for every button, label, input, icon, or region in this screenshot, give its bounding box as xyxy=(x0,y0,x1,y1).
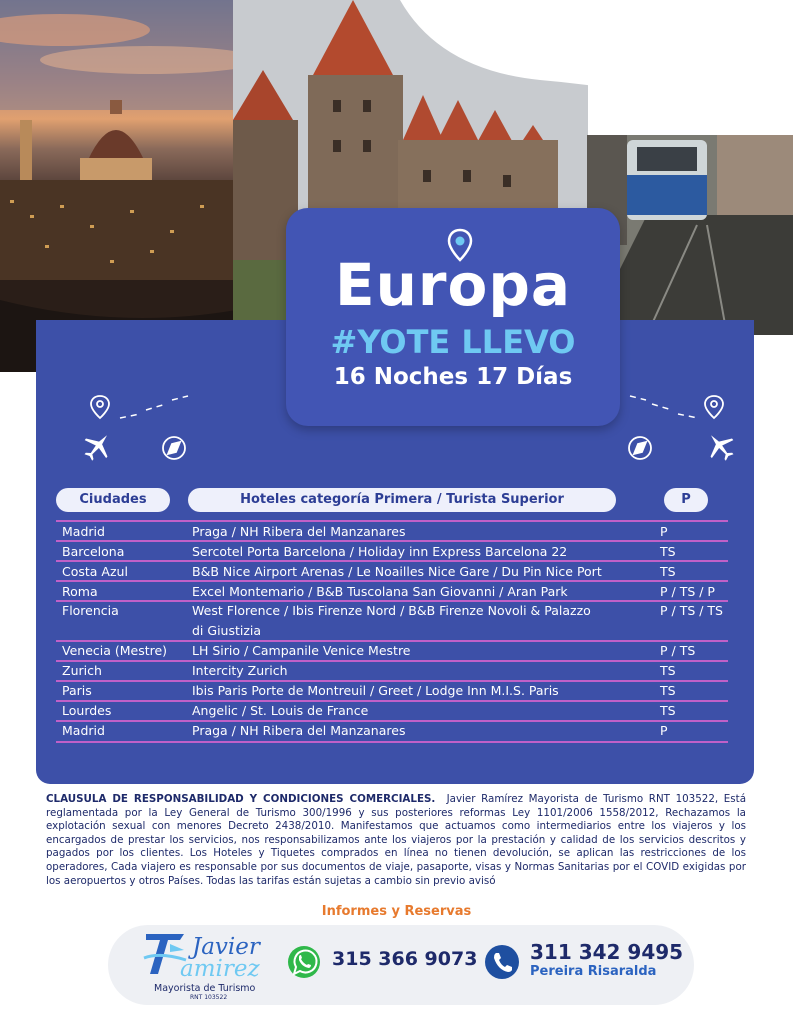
hero-title: Europa xyxy=(334,251,572,319)
airplane-icon xyxy=(700,426,740,464)
category-cell: TS xyxy=(660,544,676,559)
compass-icon xyxy=(629,437,651,459)
phone-number[interactable]: 311 342 9495 xyxy=(530,940,684,964)
hotels-cell: Praga / NH Ribera del Manzanares xyxy=(192,524,406,539)
hotels-cell: West Florence / Ibis Firenze Nord / B&B Firenze Novoli & Palazzo xyxy=(192,603,591,618)
hotels-cell: Ibis Paris Porte de Montreuil / Greet / Lodge Inn M.I.S. Paris xyxy=(192,683,559,698)
hotels-cell: Excel Montemario / B&B Tuscolana San Giovanni / Aran Park xyxy=(192,584,568,599)
header-ciudades: Ciudades xyxy=(56,488,170,512)
location-pin-icon xyxy=(91,396,109,418)
location-pin-icon xyxy=(705,396,723,418)
header-hoteles: Hoteles categoría Primera / Turista Superior xyxy=(188,488,616,512)
whatsapp-icon xyxy=(286,944,322,980)
category-cell: P / TS / TS xyxy=(660,603,723,618)
logo-rnt: RNT 103522 xyxy=(190,994,228,1001)
city-cell: Roma xyxy=(62,584,98,599)
informes-label: Informes y Reservas xyxy=(321,904,472,919)
hero-hashtag: #YOTE LLEVO xyxy=(330,323,576,361)
logo-name-second: amirez xyxy=(180,956,260,982)
header-categoria: P xyxy=(664,488,708,512)
city-cell: Florencia xyxy=(62,603,119,618)
hotels-cell: LH Sirio / Campanile Venice Mestre xyxy=(192,643,411,658)
city-cell: Zurich xyxy=(62,663,102,678)
category-cell: P xyxy=(660,723,668,738)
travel-icons-right xyxy=(620,392,740,464)
logo-name-first: Javier xyxy=(192,934,260,960)
contact-city: Pereira Risaralda xyxy=(530,964,657,979)
row-divider xyxy=(56,580,728,582)
category-cell: TS xyxy=(660,564,676,579)
category-cell: P / TS / P xyxy=(660,584,715,599)
city-cell: Venecia (Mestre) xyxy=(62,643,168,658)
florence-photo xyxy=(0,0,236,372)
hotels-cell: Angelic / St. Louis de France xyxy=(192,703,369,718)
city-cell: Barcelona xyxy=(62,544,125,559)
city-cell: Costa Azul xyxy=(62,564,128,579)
city-cell: Lourdes xyxy=(62,703,112,718)
hotels-cell: Intercity Zurich xyxy=(192,663,288,678)
hotels-cell: Praga / NH Ribera del Manzanares xyxy=(192,723,406,738)
category-cell: P / TS xyxy=(660,643,696,658)
row-divider xyxy=(56,660,728,662)
airplane-icon xyxy=(80,426,118,464)
decorative-wave xyxy=(400,0,793,140)
row-divider xyxy=(56,560,728,562)
row-divider xyxy=(56,520,728,522)
legal-clause xyxy=(46,793,746,888)
compass-icon xyxy=(163,437,185,459)
whatsapp-number[interactable]: 315 366 9073 xyxy=(332,948,478,970)
hotels-cell: Sercotel Porta Barcelona / Holiday inn Express Barcelona 22 xyxy=(192,544,568,559)
city-cell: Paris xyxy=(62,683,92,698)
legal-heading: CLAUSULA DE RESPONSABILIDAD Y CONDICIONES COMERCIALES. xyxy=(46,793,436,805)
logo-subtitle: Mayorista de Turismo xyxy=(154,983,256,994)
row-divider xyxy=(56,540,728,542)
hotels-cell: B&B Nice Airport Arenas / Le Noailles Nice Gare / Du Pin Nice Port xyxy=(192,564,602,579)
city-cell: Madrid xyxy=(62,723,105,738)
city-cell: Madrid xyxy=(62,524,105,539)
hotels-cell-continued: di Giustizia xyxy=(192,623,262,638)
hero-duration: 16 Noches 17 Días xyxy=(333,364,573,390)
legal-body: Javier Ramírez Mayorista de Turismo RNT 103522, Está reglamentada por la Ley General de Turismo 300/1996 y sus posteriores reformas Ley 1101/2006 1558/2012, Rechazamos la explotación sexual con menores Decreto 2438/2010. Manifestamos que actuamos como intermediarios entre los viajeros y los encargados de prestar los servicios, nos responsabilizamos ante los viajeros por la prestación y calidad de los servicios descritos y pagados por los clientes. Los Hoteles y Tiquetes comprados en línea no tienen devolución, se aplican las restricciones de los operadores, Cada viajero es responsable por sus documentos de viaje, pasaporte, visas y Normas Sanitarias por el COVID exigidas por los aeropuertos y otros Países. Todas las tarifas están sujetas a cambio sin previo avisó xyxy=(46,793,747,887)
category-cell: TS xyxy=(660,683,676,698)
category-cell: TS xyxy=(660,663,676,678)
phone-icon xyxy=(484,944,520,980)
category-cell: TS xyxy=(660,703,676,718)
travel-icons-left xyxy=(80,392,200,464)
category-cell: P xyxy=(660,524,668,539)
florence-skyline xyxy=(0,0,236,372)
javier-ramirez-logo xyxy=(140,930,270,1000)
row-divider xyxy=(56,700,728,702)
row-divider xyxy=(56,741,728,743)
